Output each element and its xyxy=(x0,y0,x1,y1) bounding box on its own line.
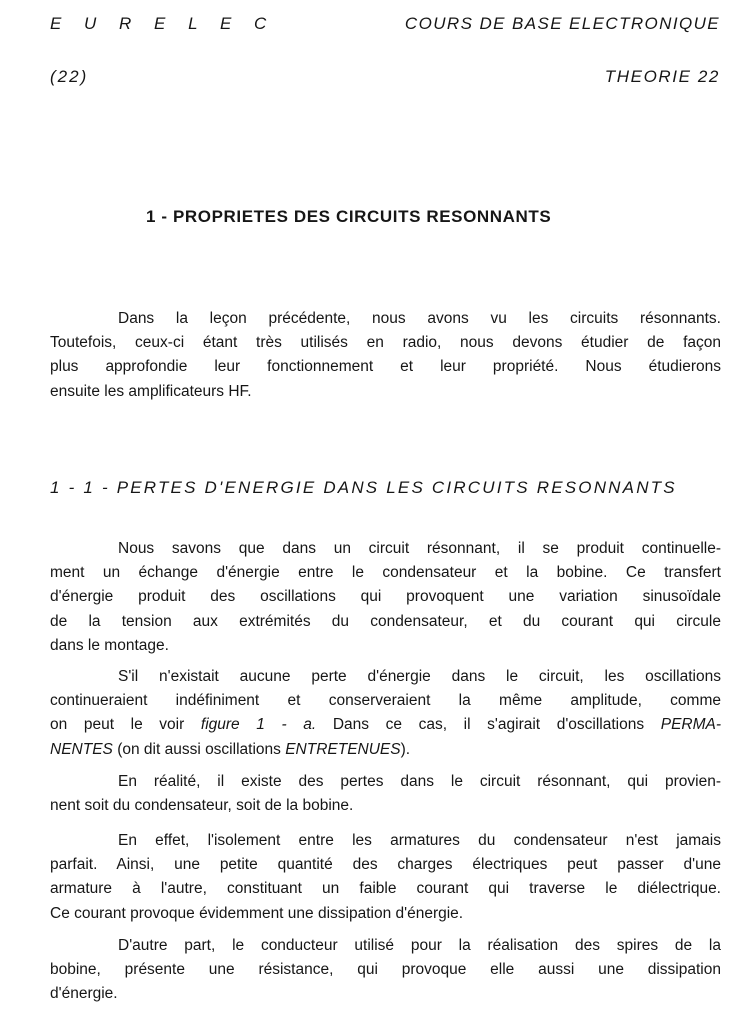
paragraph-line: Dans la leçon précédente, nous avons vu les circuits résonnants. xyxy=(118,310,721,327)
paragraph-line: continueraient indéfiniment et conserveraient la même amplitude, comme xyxy=(50,692,721,710)
text-run: on peut le voir xyxy=(50,716,185,734)
paragraph-line: armature à l'autre, constituant un faible courant qui traverse le diélectrique. xyxy=(50,880,721,898)
paragraph-line: dans le montage. xyxy=(50,636,169,654)
emphasis-term: PERMA- xyxy=(660,716,722,734)
paragraph-line xyxy=(50,713,721,737)
paragraph-line: ensuite les amplificateurs HF. xyxy=(50,382,252,400)
paragraph-line: Ce courant provoque évidemment une dissipation d'énergie. xyxy=(50,904,464,922)
paragraph-intro xyxy=(50,307,721,404)
paragraph-line: Nous savons que dans un circuit résonnant, il se produit continuelle- xyxy=(118,540,721,557)
text-run: ). xyxy=(400,740,411,758)
paragraph-line: En réalité, il existe des pertes dans le circuit résonnant, qui provien- xyxy=(118,773,721,790)
paragraph-coil-resistance xyxy=(50,934,721,1007)
header-theory-number: THEORIE 22 xyxy=(604,67,720,86)
chapter-title: 1 - PROPRIETES DES CIRCUITS RESONNANTS xyxy=(146,207,552,226)
paragraph-permanent-oscillations xyxy=(50,665,721,762)
paragraph-line: plus approfondie leur fonctionnement et leur propriété. Nous étudierons xyxy=(50,358,721,376)
paragraph-line: Toutefois, ceux-ci étant très utilisés en radio, nous devons étudier de façon xyxy=(50,334,721,352)
paragraph-capacitor-insulation xyxy=(50,829,721,926)
header-brand: E U R E L E C xyxy=(50,14,276,33)
header-course-title: COURS DE BASE ELECTRONIQUE xyxy=(404,14,720,33)
paragraph-line xyxy=(50,738,721,762)
emphasis-term: NENTES xyxy=(50,740,113,758)
paragraph-line: d'énergie produit des oscillations qui provoquent une variation sinusoïdale xyxy=(50,588,721,606)
paragraph-line: S'il n'existait aucune perte d'énergie dans le circuit, les oscillations xyxy=(118,668,721,685)
text-run: (on dit aussi oscillations xyxy=(117,740,281,758)
paragraph-line: nent soit du condensateur, soit de la bobine. xyxy=(50,797,354,815)
paragraph-line: ment un échange d'énergie entre le condensateur et la bobine. Ce transfert xyxy=(50,564,721,582)
header-page-number: (22) xyxy=(50,67,89,86)
section-title: 1 - 1 - PERTES D'ENERGIE DANS LES CIRCUITS RESONNANTS xyxy=(50,478,677,497)
paragraph-line: En effet, l'isolement entre les armatures du condensateur n'est jamais xyxy=(118,832,721,849)
paragraph-line: parfait. Ainsi, une petite quantité des charges électriques peut passer d'une xyxy=(50,856,721,874)
paragraph-line: bobine, présente une résistance, qui provoque elle aussi une dissipation xyxy=(50,961,721,979)
text-run: Dans ce cas, il s'agirait d'oscillations xyxy=(332,716,645,734)
paragraph-energy-exchange xyxy=(50,537,721,658)
emphasis-term: ENTRETENUES xyxy=(285,740,401,758)
paragraph-line: d'énergie. xyxy=(50,985,118,1003)
paragraph-line: D'autre part, le conducteur utilisé pour la réalisation des spires de la xyxy=(118,937,721,954)
paragraph-line: de la tension aux extrémités du condensateur, et du courant qui circule xyxy=(50,612,721,630)
paragraph-losses xyxy=(50,770,721,818)
figure-reference: figure 1 - a. xyxy=(200,716,317,734)
